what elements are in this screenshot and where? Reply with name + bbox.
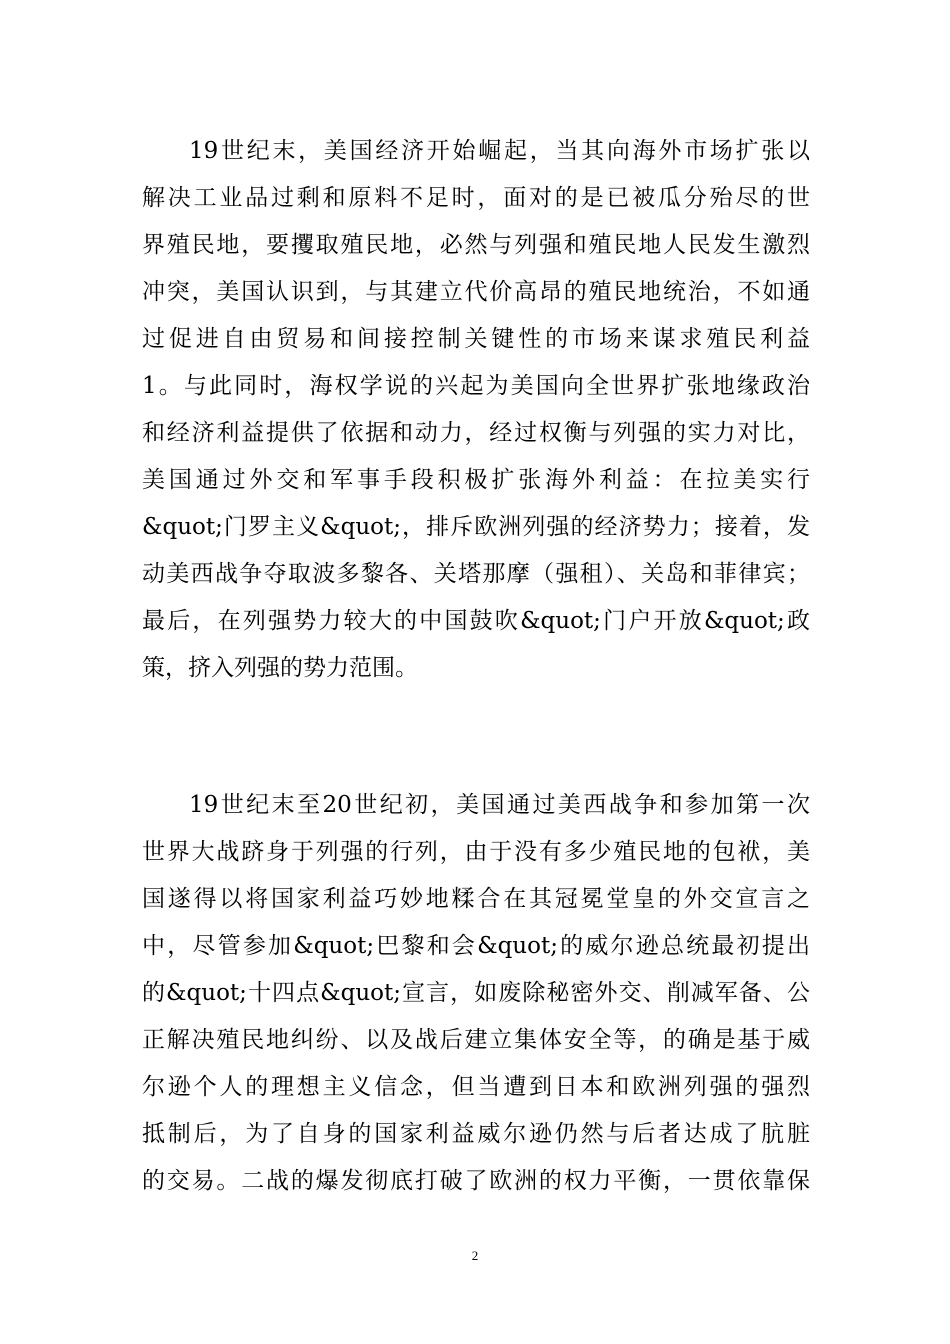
text-line: &quot;门罗主义&quot;，排斥欧洲列强的经济势力；接着，发: [142, 514, 810, 540]
text-line: 过促进自由贸易和间接控制关键性的市场来谋求殖民利益: [142, 326, 810, 352]
text-line: 美国通过外交和军事手段积极扩张海外利益：在拉美实行: [142, 467, 810, 493]
text-line: 最后，在列强势力较大的中国鼓吹&quot;门户开放&quot;政: [142, 608, 810, 634]
text-line: 中，尽管参加&quot;巴黎和会&quot;的威尔逊总统最初提出: [142, 933, 810, 959]
page-number: 2: [471, 1248, 479, 1263]
text-line: 国遂得以将国家利益巧妙地糅合在其冠冕堂皇的外交宣言之: [142, 886, 810, 912]
text-line: 策，挤入列强的势力范围。: [142, 655, 418, 681]
paragraph-2: [142, 782, 810, 1205]
text-line: 世界大战跻身于列强的行列，由于没有多少殖民地的包袱，美: [142, 839, 810, 865]
text-line: 19世纪末至20世纪初，美国通过美西战争和参加第一次: [189, 792, 810, 818]
text-line: 动美西战争夺取波多黎各、关塔那摩（强租）、关岛和菲律宾；: [142, 561, 810, 587]
text-line: 抵制后，为了自身的国家利益威尔逊仍然与后者达成了肮脏: [142, 1121, 810, 1147]
text-line: 1。与此同时，海权学说的兴起为美国向全世界扩张地缘政治: [142, 373, 810, 399]
text-line: 的交易。二战的爆发彻底打破了欧洲的权力平衡，一贯依靠保: [142, 1168, 810, 1194]
text-line: 19世纪末，美国经济开始崛起，当其向海外市场扩张以: [189, 138, 810, 164]
text-line: 冲突，美国认识到，与其建立代价高昂的殖民地统治，不如通: [142, 279, 810, 305]
text-line: 解决工业品过剩和原料不足时，面对的是已被瓜分殆尽的世: [142, 185, 810, 211]
text-line: 和经济利益提供了依据和动力，经过权衡与列强的实力对比，: [142, 420, 810, 446]
text-line: 的&quot;十四点&quot;宣言，如废除秘密外交、削减军备、公: [142, 980, 810, 1006]
paragraph-1: [142, 128, 810, 692]
text-line: 尔逊个人的理想主义信念，但当遭到日本和欧洲列强的强烈: [142, 1074, 810, 1100]
text-line: 界殖民地，要攫取殖民地，必然与列强和殖民地人民发生激烈: [142, 232, 810, 258]
text-line: 正解决殖民地纠纷、以及战后建立集体安全等，的确是基于威: [142, 1027, 810, 1053]
